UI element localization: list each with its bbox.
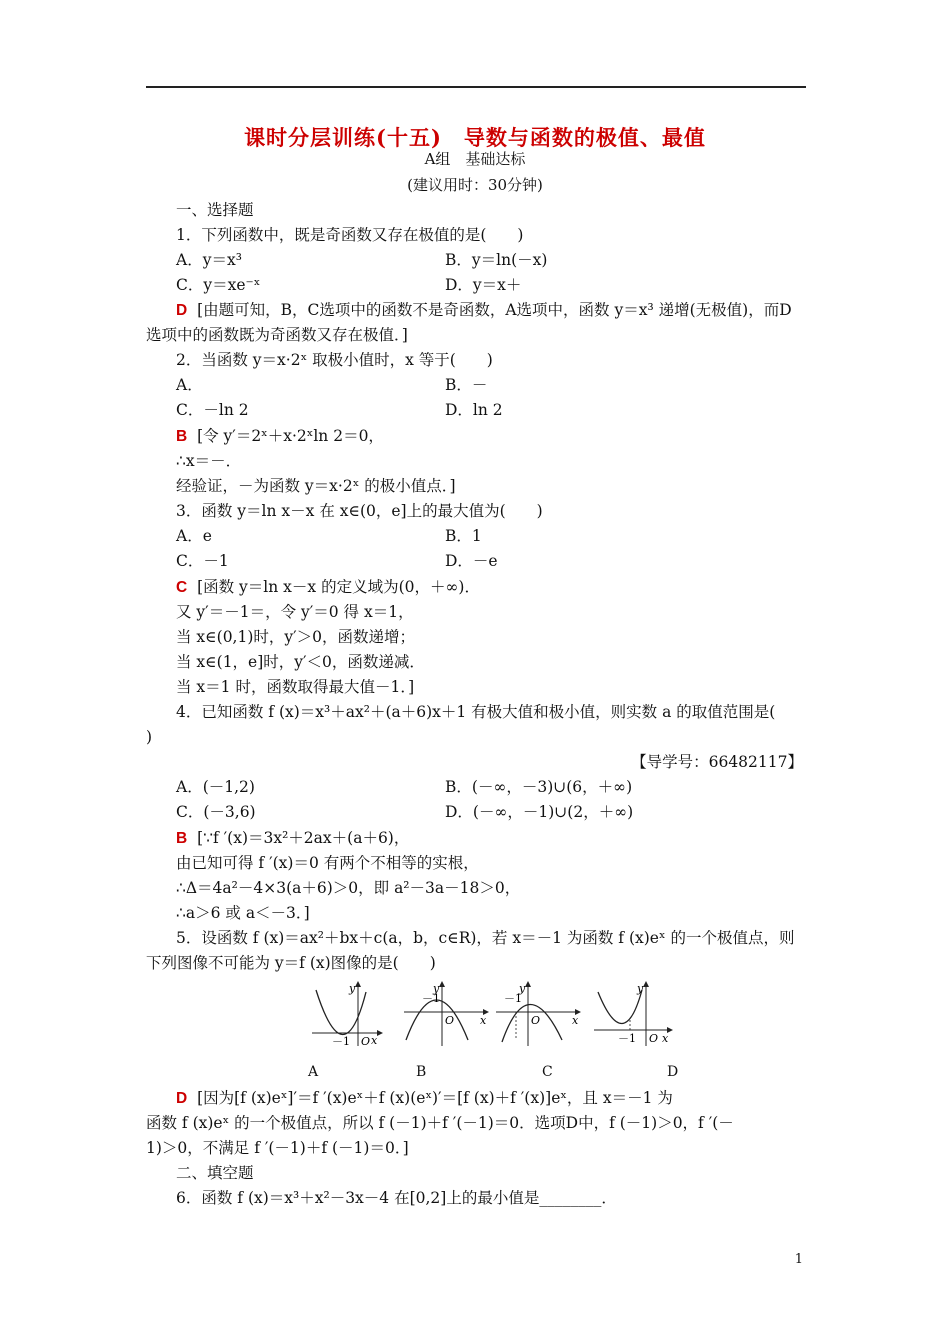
q3-explanation [176,577,480,598]
q4-answer: B [176,830,188,847]
q1-option-d: D．y＝x＋ [445,276,522,294]
fig-c-y: y [519,982,526,995]
q2-expl-2: ∴x＝－． [176,452,242,470]
fig-b-y: y [433,982,440,995]
q4-option-d: D．(－∞，－1)∪(2，＋∞) [445,803,634,821]
q2-stem: 2．当函数 y＝x·2ˣ 取极小值时，x 等于( ) [176,351,493,369]
q3-option-a: A．e [176,527,212,545]
q1-expl-1: [由题可知，B，C选项中的函数不是奇函数，A选项中，函数 y＝x³ 递增(无极值)，而D [197,301,792,319]
fig-c-origin: O [531,1014,541,1027]
q3-expl-5: 当 x＝1 时，函数取得最大值－1．] [176,678,415,696]
q4-stem-1: 4．已知函数 f (x)＝x³＋ax²＋(a＋6)x＋1 有极大值和极小值，则实数 a 的取值范围是( [176,703,776,721]
fig-d-tick: －1 [618,1032,636,1045]
q1-option-c: C．y＝xe⁻ˣ [176,276,261,294]
q5-expl-2: 函数 f (x)eˣ 的一个极值点，所以 f (－1)＋f ′(－1)＝0．选项D中，f (－1)＞0，f ′(－ [146,1114,734,1132]
q2-answer: B [176,428,188,445]
q5-explanation [176,1088,673,1109]
header-rule [146,86,806,88]
q6-stem: 6．函数 f (x)＝x³＋x²－3x－4 在[0,2]上的最小值是________． [176,1189,617,1207]
fig-c-x: x [572,1014,579,1027]
q3-answer: C [176,579,188,596]
fig-d-y: y [637,982,644,995]
fig-c-tick: －1 [504,992,522,1005]
q1-stem: 1．下列函数中，既是奇函数又存在极值的是( ) [176,226,524,244]
time-hint: (建议用时：30分钟) [407,176,543,194]
q3-expl-4: 当 x∈(1，e]时，y′＜0，函数递减． [176,653,425,671]
q1-explanation [176,300,792,321]
figure-b [400,978,492,1048]
q4-option-b: B．(－∞，－3)∪(6，＋∞) [445,778,633,796]
figure-d [590,978,676,1048]
q3-option-d: D．－e [445,552,498,570]
fig-label-b: B [416,1064,427,1080]
q2-expl-3: 经验证，－为函数 y＝x·2ˣ 的极小值点．] [176,477,456,495]
q2-expl-1: [令 y′＝2ˣ＋x·2ˣln 2＝0， [197,427,384,445]
fig-d-origin: O [649,1032,659,1045]
q3-option-b: B．1 [445,527,482,545]
q2-option-a: A． [176,376,203,394]
q5-stem-2: 下列图像不可能为 y＝f (x)图像的是( ) [146,954,436,972]
q5-answer: D [176,1090,188,1107]
figure-a [308,978,386,1048]
q4-expl-4: ∴a＞6 或 a＜－3．] [176,904,310,922]
page-title: 课时分层训练(十五) 导数与函数的极值、最值 [244,125,706,150]
q2-explanation [176,426,384,447]
q4-option-c: C．(－3,6) [176,803,256,821]
q5-expl-3: 1)＞0，不满足 f ′(－1)＋f (－1)＝0．] [146,1139,409,1157]
q3-expl-2: 又 y′＝－1＝，令 y′＝0 得 x＝1， [176,603,414,621]
q4-expl-2: 由已知可得 f ′(x)＝0 有两个不相等的实根， [176,854,479,872]
q2-option-c: C．－ln 2 [176,401,249,419]
q3-option-c: C．－1 [176,552,229,570]
figure-c [492,978,584,1048]
q4-stem-2: ) [146,728,153,746]
q1-expl-2: 选项中的函数既为奇函数又存在极值．] [146,326,408,344]
q4-option-a: A．(－1,2) [176,778,255,796]
section-choice: 一、选择题 [176,201,254,219]
q1-option-b: B．y＝ln(－x) [445,251,548,269]
fig-a-x: x [371,1034,378,1047]
q3-expl-3: 当 x∈(0,1)时，y′＞0，函数递增； [176,628,416,646]
page-number: 1 [794,1252,803,1267]
fig-a-y: y [349,982,356,995]
q2-option-d: D．ln 2 [445,401,503,419]
fig-b-tick: －1 [422,992,440,1005]
q4-expl-1: [∵f ′(x)＝3x²＋2ax＋(a＋6)， [197,829,410,847]
q4-expl-3: ∴Δ＝4a²－4×3(a＋6)＞0，即 a²－3a－18＞0， [176,879,521,897]
q3-stem: 3．函数 y＝ln x－x 在 x∈(0，e]上的最大值为( ) [176,502,543,520]
q1-option-a: A．y＝x³ [176,251,242,269]
fig-label-c: C [542,1064,553,1080]
section-fill: 二、填空题 [176,1164,254,1182]
q1-answer: D [176,302,188,319]
q2-option-b: B．－ [445,376,488,394]
fig-d-x: x [662,1032,669,1045]
fig-a-tick: －1 [332,1035,350,1048]
fig-label-a: A [308,1064,319,1080]
fig-label-d: D [667,1064,679,1080]
fig-b-origin: O [445,1014,455,1027]
fig-a-origin: O [361,1035,371,1048]
q5-expl-1: [因为[f (x)eˣ]′＝f ′(x)eˣ＋f (x)(eˣ)′＝[f (x)＋f ′(x)]eˣ，且 x＝－1 为 [197,1089,673,1107]
fig-b-x: x [480,1014,487,1027]
q5-stem-1: 5．设函数 f (x)＝ax²＋bx＋c(a，b，c∈R)，若 x＝－1 为函数 f (x)eˣ 的一个极值点，则 [176,929,795,947]
q3-expl-1: [函数 y＝ln x－x 的定义域为(0，＋∞)． [197,578,480,596]
q4-explanation [176,828,409,849]
guide-number: 【导学号：66482117】 [631,753,803,771]
group-label: A组 基础达标 [424,150,526,168]
